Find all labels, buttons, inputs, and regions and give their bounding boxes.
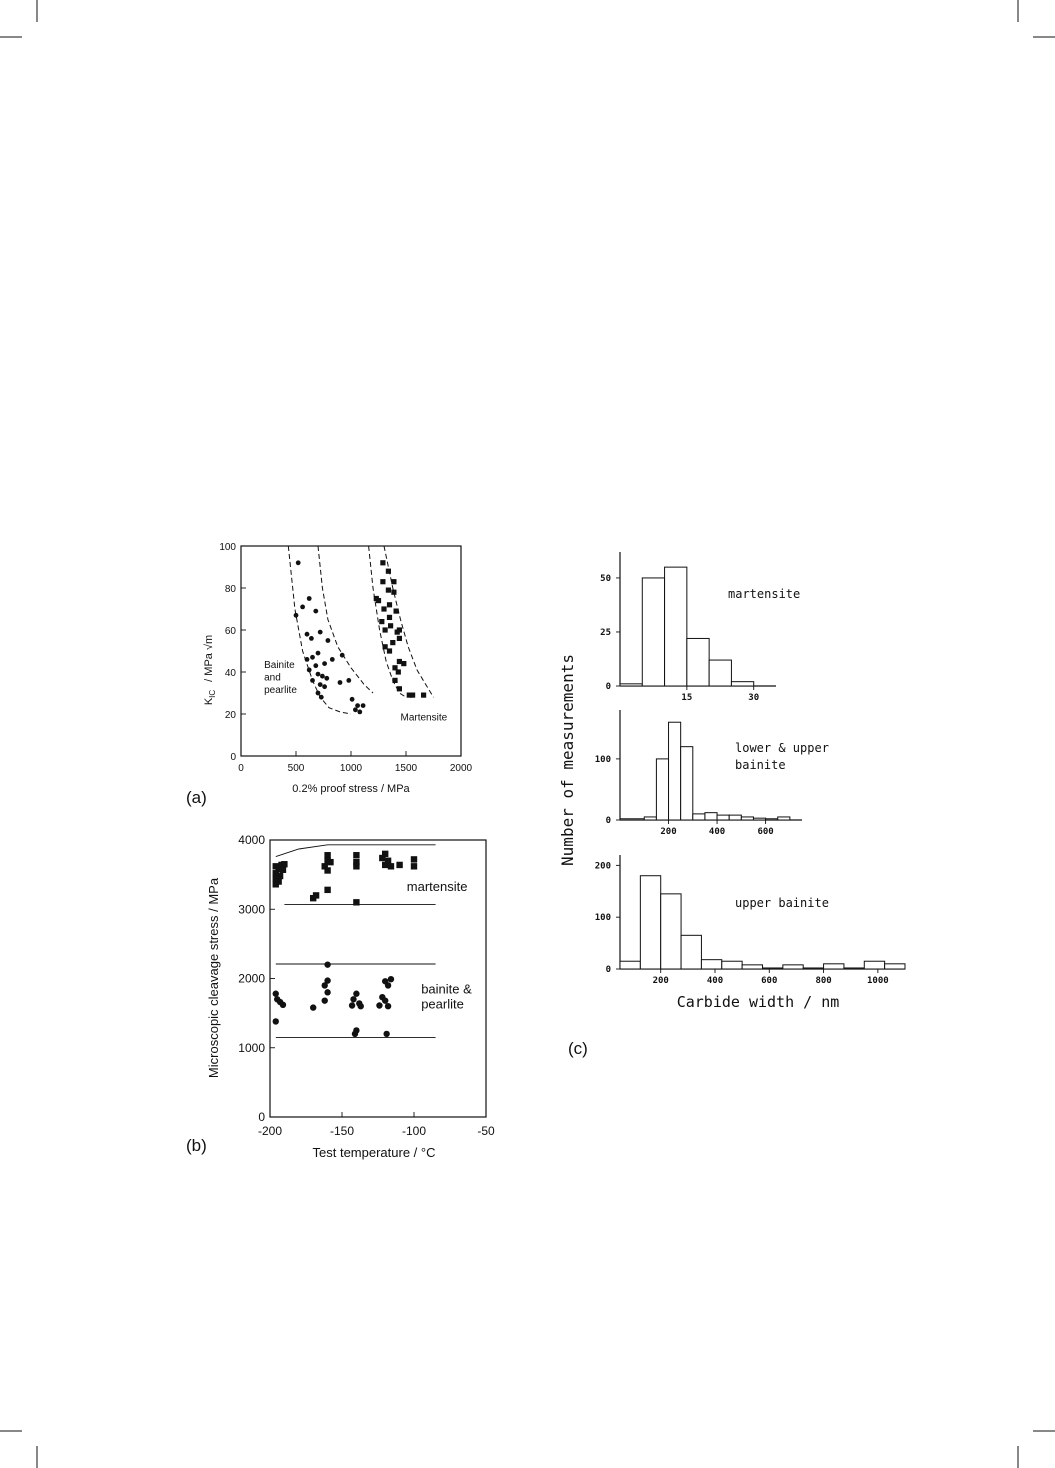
histogram-bar xyxy=(729,815,741,820)
histogram-label: bainite xyxy=(735,758,786,772)
panel-c-ylabel: Number of measurements xyxy=(558,654,577,866)
y-tick-label: 50 xyxy=(600,573,611,584)
x-tick-label: 2000 xyxy=(449,763,473,774)
data-point-circle xyxy=(296,560,301,565)
data-point-circle xyxy=(319,695,324,700)
histogram-label: martensite xyxy=(728,587,801,601)
x-tick-label: 500 xyxy=(287,763,305,774)
data-point-square xyxy=(397,686,402,691)
y-tick-label: 200 xyxy=(594,861,611,872)
annotation: pearlite xyxy=(421,996,464,1012)
data-point-circle xyxy=(305,632,310,637)
data-point-square xyxy=(324,867,330,873)
data-point-circle xyxy=(385,1003,391,1009)
data-point-square xyxy=(397,627,402,632)
data-point-circle xyxy=(346,678,351,683)
y-tick-label: 0 xyxy=(605,965,611,975)
histogram-label: lower & upper xyxy=(735,741,829,755)
annotation: pearlite xyxy=(264,685,297,696)
data-point-circle xyxy=(355,703,360,708)
y-tick-label: 40 xyxy=(224,668,236,679)
histogram-bar xyxy=(885,964,905,969)
data-point-circle xyxy=(300,605,305,610)
panel-b-points xyxy=(273,851,418,1037)
data-point-square xyxy=(410,693,415,698)
x-tick-label: 1500 xyxy=(394,763,418,774)
data-point-circle xyxy=(383,1031,389,1037)
data-point-circle xyxy=(324,961,330,967)
data-point-circle xyxy=(349,1002,355,1008)
x-tick-label: 400 xyxy=(706,976,724,986)
data-point-circle xyxy=(352,1031,358,1037)
y-tick-label: 100 xyxy=(594,754,611,765)
histogram-bar xyxy=(722,961,742,969)
panel-a-ticks xyxy=(219,542,472,774)
data-point-square xyxy=(324,887,330,893)
x-tick-label: 600 xyxy=(761,976,778,986)
data-point-circle xyxy=(322,684,327,689)
x-tick-label: 400 xyxy=(708,827,726,837)
histogram-bar xyxy=(661,894,681,969)
histogram-bar xyxy=(763,968,783,969)
data-point-square xyxy=(388,623,393,628)
panel-a-annotations xyxy=(264,660,448,724)
data-point-square xyxy=(280,867,286,873)
histogram-bar xyxy=(709,660,731,686)
x-tick-label: -100 xyxy=(401,1124,427,1138)
data-point-square xyxy=(390,640,395,645)
data-point-square xyxy=(353,852,359,858)
histogram-bar xyxy=(803,968,823,969)
panel-c-histograms xyxy=(595,552,905,986)
y-tick-label: 20 xyxy=(224,710,236,721)
data-point-circle xyxy=(350,996,356,1002)
data-point-circle xyxy=(313,663,318,668)
y-tick-label: 80 xyxy=(224,584,236,595)
y-tick-label: 2000 xyxy=(238,971,265,986)
y-tick-label: 3000 xyxy=(238,902,265,917)
data-point-square xyxy=(380,579,385,584)
data-point-circle xyxy=(316,691,321,696)
data-point-circle xyxy=(316,672,321,677)
panel-b-band-lines xyxy=(276,845,436,1038)
data-point-square xyxy=(382,862,388,868)
histogram-bar xyxy=(731,682,753,686)
data-point-circle xyxy=(353,707,358,712)
panel-a-points xyxy=(294,560,427,714)
histogram-bar xyxy=(742,965,762,969)
data-point-square xyxy=(324,852,330,858)
panel-b-xlabel: Test temperature / °C xyxy=(312,1145,436,1160)
data-point-circle xyxy=(385,982,391,988)
y-tick-label: 0 xyxy=(605,682,611,692)
data-point-circle xyxy=(318,630,323,635)
histogram-bar xyxy=(620,684,642,686)
data-point-circle xyxy=(350,697,355,702)
data-point-circle xyxy=(357,710,362,715)
band-curve-martensite-right xyxy=(384,546,434,697)
data-point-square xyxy=(281,861,287,867)
data-point-circle xyxy=(307,596,312,601)
data-point-circle xyxy=(322,661,327,666)
data-point-circle xyxy=(310,655,315,660)
data-point-circle xyxy=(324,989,330,995)
x-tick-label: -50 xyxy=(477,1124,495,1138)
annotation: Martensite xyxy=(400,712,448,724)
histogram-upper-bainite xyxy=(595,855,905,986)
panel-b xyxy=(186,833,495,1160)
data-point-square xyxy=(421,693,426,698)
histogram-bar xyxy=(864,961,884,969)
y-tick-label: 4000 xyxy=(238,833,265,847)
x-tick-label: 600 xyxy=(757,827,774,837)
data-point-circle xyxy=(376,1002,382,1008)
histogram-label: upper bainite xyxy=(735,896,829,910)
histogram-bar xyxy=(620,819,644,820)
panel-b-label: (b) xyxy=(186,1136,207,1155)
histogram-bar xyxy=(642,578,664,686)
histogram-bar xyxy=(753,818,765,820)
y-tick-label: 1000 xyxy=(238,1040,265,1055)
histogram-bar xyxy=(665,567,687,686)
data-point-square xyxy=(379,855,385,861)
data-point-circle xyxy=(322,997,328,1003)
data-point-square xyxy=(396,862,402,868)
data-point-circle xyxy=(330,657,335,662)
panel-a xyxy=(186,542,473,807)
histogram-bar xyxy=(741,817,753,820)
data-point-square xyxy=(392,678,397,683)
y-tick-label: 25 xyxy=(600,627,611,638)
data-point-square xyxy=(391,579,396,584)
panel-c xyxy=(558,552,905,1058)
y-tick-label: 100 xyxy=(219,542,236,553)
panel-a-ylabel-sub: IC xyxy=(208,689,217,698)
data-point-circle xyxy=(361,703,366,708)
data-point-square xyxy=(394,609,399,614)
data-point-square xyxy=(386,569,391,574)
histogram-bar xyxy=(701,960,721,969)
data-point-circle xyxy=(305,657,310,662)
y-tick-label: 60 xyxy=(224,626,236,637)
data-point-square xyxy=(387,615,392,620)
data-point-square xyxy=(388,863,394,869)
data-point-square xyxy=(387,602,392,607)
panel-b-annotations xyxy=(407,879,472,1011)
data-point-circle xyxy=(324,676,329,681)
data-point-circle xyxy=(280,1002,286,1008)
data-point-square xyxy=(353,899,359,905)
data-point-square xyxy=(411,856,417,862)
histogram-bar xyxy=(844,968,864,969)
data-point-circle xyxy=(273,991,279,997)
data-point-circle xyxy=(313,609,318,614)
svg-text:KIC/ MPa √m xyxy=(203,635,217,705)
annotation: martensite xyxy=(406,879,468,895)
data-point-square xyxy=(353,863,359,869)
data-point-circle xyxy=(273,1018,279,1024)
panel-a-label: (a) xyxy=(186,788,207,807)
histogram-bar xyxy=(669,722,681,820)
histogram-martensite xyxy=(600,552,800,703)
histogram-bar xyxy=(824,964,844,969)
x-tick-label: 1000 xyxy=(867,976,889,986)
data-point-square xyxy=(273,881,279,887)
data-point-square xyxy=(380,560,385,565)
data-point-square xyxy=(379,619,384,624)
data-point-square xyxy=(391,590,396,595)
x-tick-label: -200 xyxy=(257,1124,283,1138)
x-tick-label: 15 xyxy=(681,693,693,703)
x-tick-label: 0 xyxy=(238,763,244,774)
y-tick-label: 0 xyxy=(605,816,611,826)
data-point-circle xyxy=(340,653,345,658)
band-curve-bainite-right xyxy=(318,546,373,693)
histogram-bar xyxy=(705,813,717,820)
data-point-square xyxy=(386,588,391,593)
histogram-bar xyxy=(681,747,693,820)
data-point-circle xyxy=(307,668,312,673)
data-point-square xyxy=(381,606,386,611)
histogram-bar xyxy=(783,965,803,969)
histogram-bar xyxy=(687,638,709,686)
histogram-bar xyxy=(620,961,640,969)
data-point-circle xyxy=(309,636,314,641)
panel-c-xlabel: Carbide width / nm xyxy=(676,993,840,1011)
panel-a-ylabel-rest: / MPa √m xyxy=(203,634,215,682)
annotation: and xyxy=(264,672,281,684)
panel-a-ylabel xyxy=(203,635,217,705)
data-point-circle xyxy=(326,638,331,643)
data-point-circle xyxy=(358,1003,364,1009)
histogram-bar xyxy=(778,817,790,820)
histogram-bar xyxy=(681,935,701,969)
data-point-circle xyxy=(322,982,328,988)
data-point-square xyxy=(327,859,333,865)
x-tick-label: 200 xyxy=(660,827,677,837)
data-point-circle xyxy=(294,613,299,618)
data-point-circle xyxy=(338,680,343,685)
panel-a-plot-frame xyxy=(241,546,461,756)
y-tick-label: 0 xyxy=(258,1110,265,1124)
data-point-circle xyxy=(310,678,315,683)
histogram-bar xyxy=(656,759,668,820)
panel-a-bands xyxy=(288,546,433,714)
data-point-circle xyxy=(320,674,325,679)
data-point-circle xyxy=(382,997,388,1003)
x-tick-label: 800 xyxy=(815,976,832,986)
x-tick-label: 1000 xyxy=(339,763,363,774)
histogram-lower-upper-bainite xyxy=(595,710,829,837)
x-tick-label: -150 xyxy=(329,1124,355,1138)
data-point-circle xyxy=(388,976,394,982)
histogram-bar xyxy=(644,817,656,820)
x-tick-label: 200 xyxy=(652,976,669,986)
panel-c-label: (c) xyxy=(568,1039,588,1058)
histogram-bar xyxy=(766,819,778,820)
y-tick-label: 0 xyxy=(230,752,236,763)
data-point-circle xyxy=(316,651,321,656)
x-tick-label: 30 xyxy=(748,693,760,703)
data-point-circle xyxy=(353,991,359,997)
panel-a-xlabel: 0.2% proof stress / MPa xyxy=(292,783,410,795)
data-point-square xyxy=(397,636,402,641)
data-point-square xyxy=(376,598,381,603)
data-point-square xyxy=(401,661,406,666)
histogram-bar xyxy=(717,815,729,820)
panel-a-ylabel-main: K xyxy=(203,697,215,706)
panel-b-ylabel: Microscopic cleavage stress / MPa xyxy=(206,877,221,1079)
histogram-bar xyxy=(693,814,705,820)
data-point-circle xyxy=(318,682,323,687)
y-tick-label: 100 xyxy=(594,913,611,924)
data-point-circle xyxy=(310,1004,316,1010)
data-point-square xyxy=(313,892,319,898)
annotation: bainite & xyxy=(421,981,472,997)
histogram-bar xyxy=(640,876,660,969)
data-point-square xyxy=(383,627,388,632)
data-point-square xyxy=(411,863,417,869)
annotation: Bainite xyxy=(264,659,295,671)
data-point-square xyxy=(387,648,392,653)
data-point-square xyxy=(396,669,401,674)
